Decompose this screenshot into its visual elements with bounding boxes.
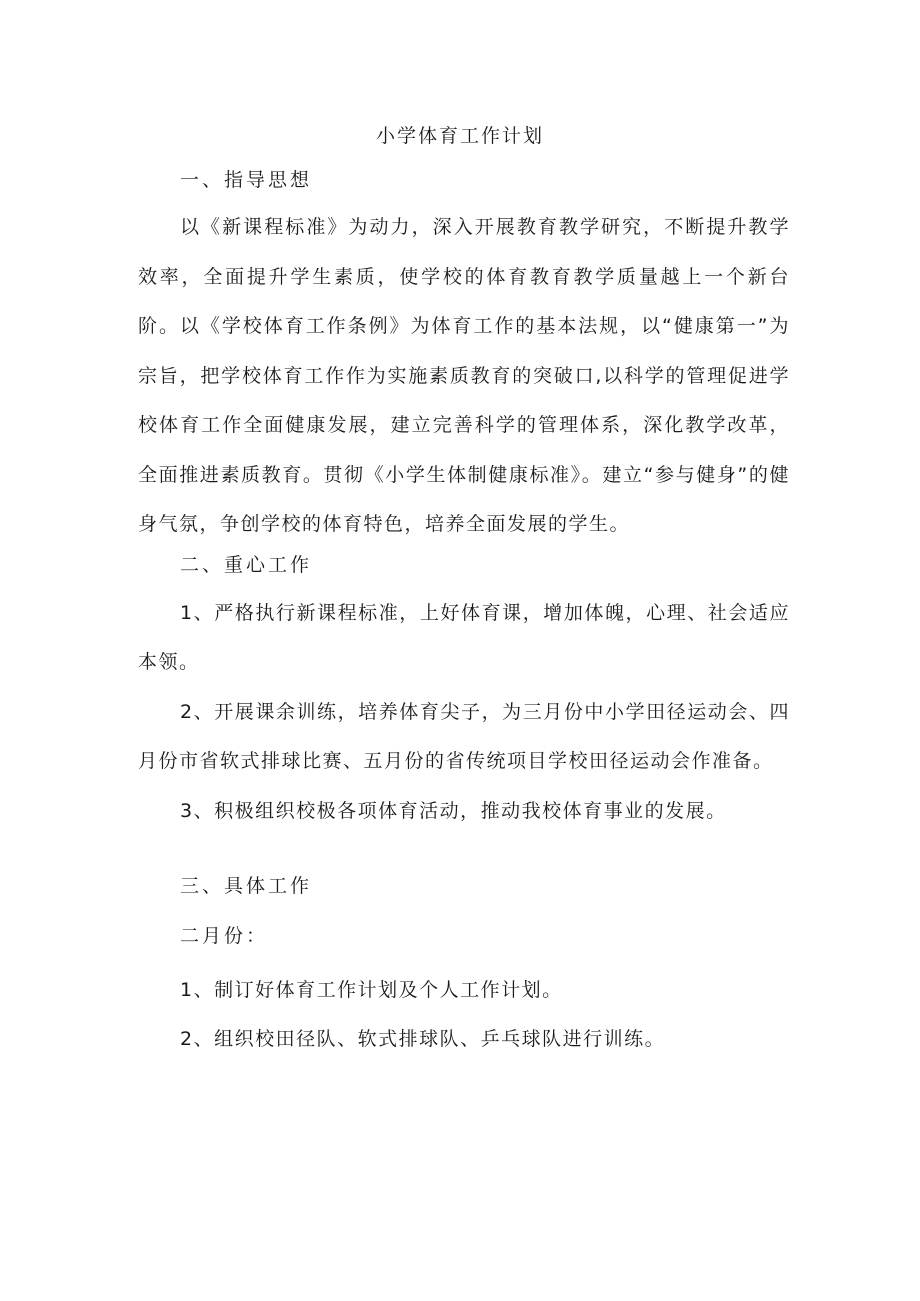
key-work-item-1: 1、严格执行新课程标准，上好体育课，增加体魄，心理、社会适应本领。 (138, 602, 790, 673)
february-item-1: 1、制订好体育工作计划及个人工作计划。 (180, 979, 563, 1001)
section-heading-guiding-ideology: 一、指导思想 (180, 169, 313, 191)
document-title: 小学体育工作计划 (375, 125, 544, 147)
section-paragraph-guiding-ideology: 以《新课程标准》为动力，深入开展教育教学研究，不断提升教学效率，全面提升学生素质，使学校的体育教育教学质量越上一个新台阶。以《学校体育工作条例》为体育工作的基本法规，以“健康第一”为宗旨，把学校体育工作作为实施素质教育的突破口,以科学的管理促进学校体育工作全面健康发展，建立完善科学的管理体系，深化教学改革，全面推进素质教育。贯彻《小学生体制健康标准》。建立“参与健身”的健身气氛，争创学校的体育特色，培养全面发展的学生。 (138, 216, 790, 535)
key-work-item-2: 2、开展课余训练，培养体育尖子，为三月份中小学田径运动会、四月份市省软式排球比赛、五月份的省传统项目学校田径运动会作准备。 (138, 701, 790, 772)
month-label-february: 二月份： (180, 925, 269, 947)
key-work-item-3: 3、积极组织校极各项体育活动，推动我校体育事业的发展。 (180, 800, 727, 822)
section-heading-specific-work: 三、具体工作 (180, 875, 313, 897)
section-heading-key-work: 二、重心工作 (180, 554, 313, 576)
february-item-2: 2、组织校田径队、软式排球队、乒乓球队进行训练。 (180, 1028, 666, 1050)
